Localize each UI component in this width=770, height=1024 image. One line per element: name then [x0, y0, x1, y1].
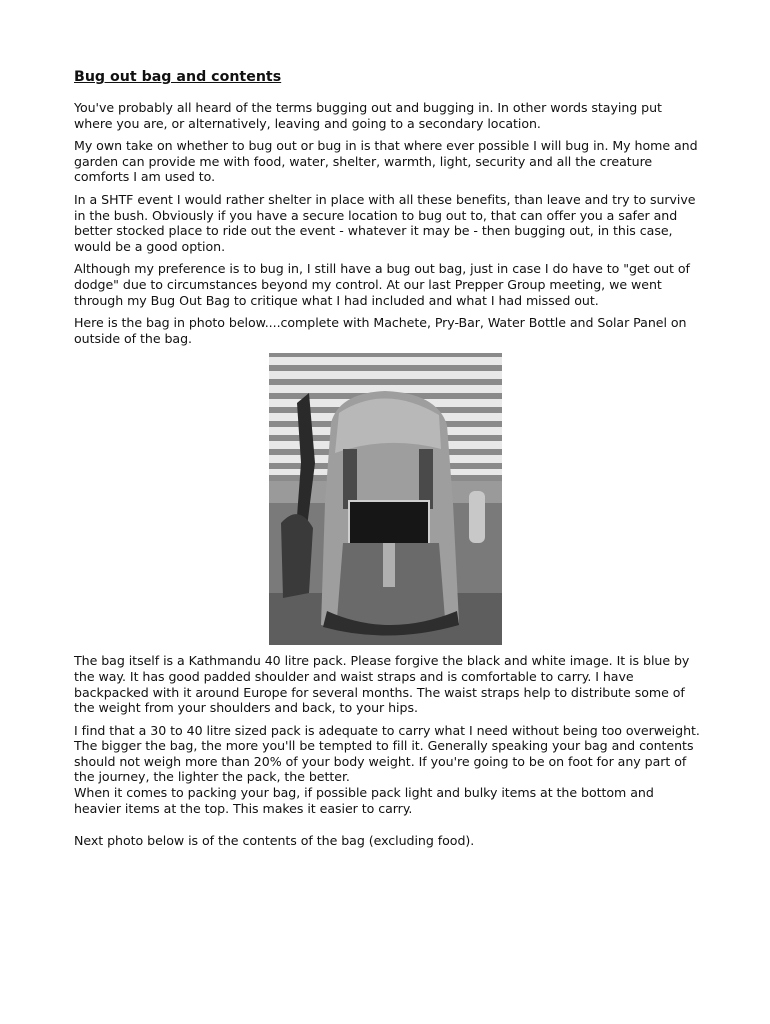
paragraph-bug-in-view: My own take on whether to bug out or bug in is that where ever possible I will bug in. My home and garden can provide me with food, water, shelter, warmth, light, security and all the creature comforts I am used to.: [74, 138, 698, 185]
document-page: [74, 68, 704, 856]
page-title: Bug out bag and contents: [74, 69, 282, 85]
paragraph-next-photo: Next photo below is of the contents of the bag (excluding food).: [74, 833, 475, 849]
paragraph-intro: You've probably all heard of the terms bugging out and bugging in. In other words staying put where you are, or alternatively, leaving and going to a secondary location.: [74, 100, 662, 131]
backpack-photo: [269, 353, 502, 645]
paragraph-bag-description: The bag itself is a Kathmandu 40 litre pack. Please forgive the black and white image. It is blue by the way. It has good padded shoulder and waist straps and is comfortable to carry. I have backpacked with it around Europe for several months. The waist straps help to distribute some of the weight from your shoulders and back, to your hips.: [74, 653, 690, 716]
spacer: [74, 823, 704, 833]
paragraph-packing-tips: When it comes to packing your bag, if possible pack light and bulky items at the bottom and heavier items at the top. This makes it easier to carry.: [74, 785, 654, 816]
paragraph-preference: Although my preference is to bug in, I still have a bug out bag, just in case I do have to "get out of dodge" due to circumstances beyond my control. At our last Prepper Group meeting, we went through my Bug Out Bag to critique what I had included and what I had missed out.: [74, 261, 690, 308]
paragraph-shtf: In a SHTF event I would rather shelter in place with all these benefits, than leave and try to survive in the bush. Obviously if you have a secure location to bug out to, that can offer you a safer and better stocked place to ride out the event - whatever it may be - then bugging out, in this case, would be a good option.: [74, 191, 696, 254]
paragraph-pack-size: I find that a 30 to 40 litre sized pack is adequate to carry what I need without being too overweight. The bigger the bag, the more you'll be tempted to fill it. Generally speaking your bag and contents should not weigh more than 20% of your body weight. If you're going to be on foot for any part of the journey, the lighter the pack, the better.: [74, 722, 700, 785]
paragraph-photo-intro: Here is the bag in photo below....complete with Machete, Pry-Bar, Water Bottle and Solar Panel on outside of the bag.: [74, 315, 687, 346]
photo-container: [74, 353, 704, 645]
backpack-illustration: [269, 353, 502, 645]
